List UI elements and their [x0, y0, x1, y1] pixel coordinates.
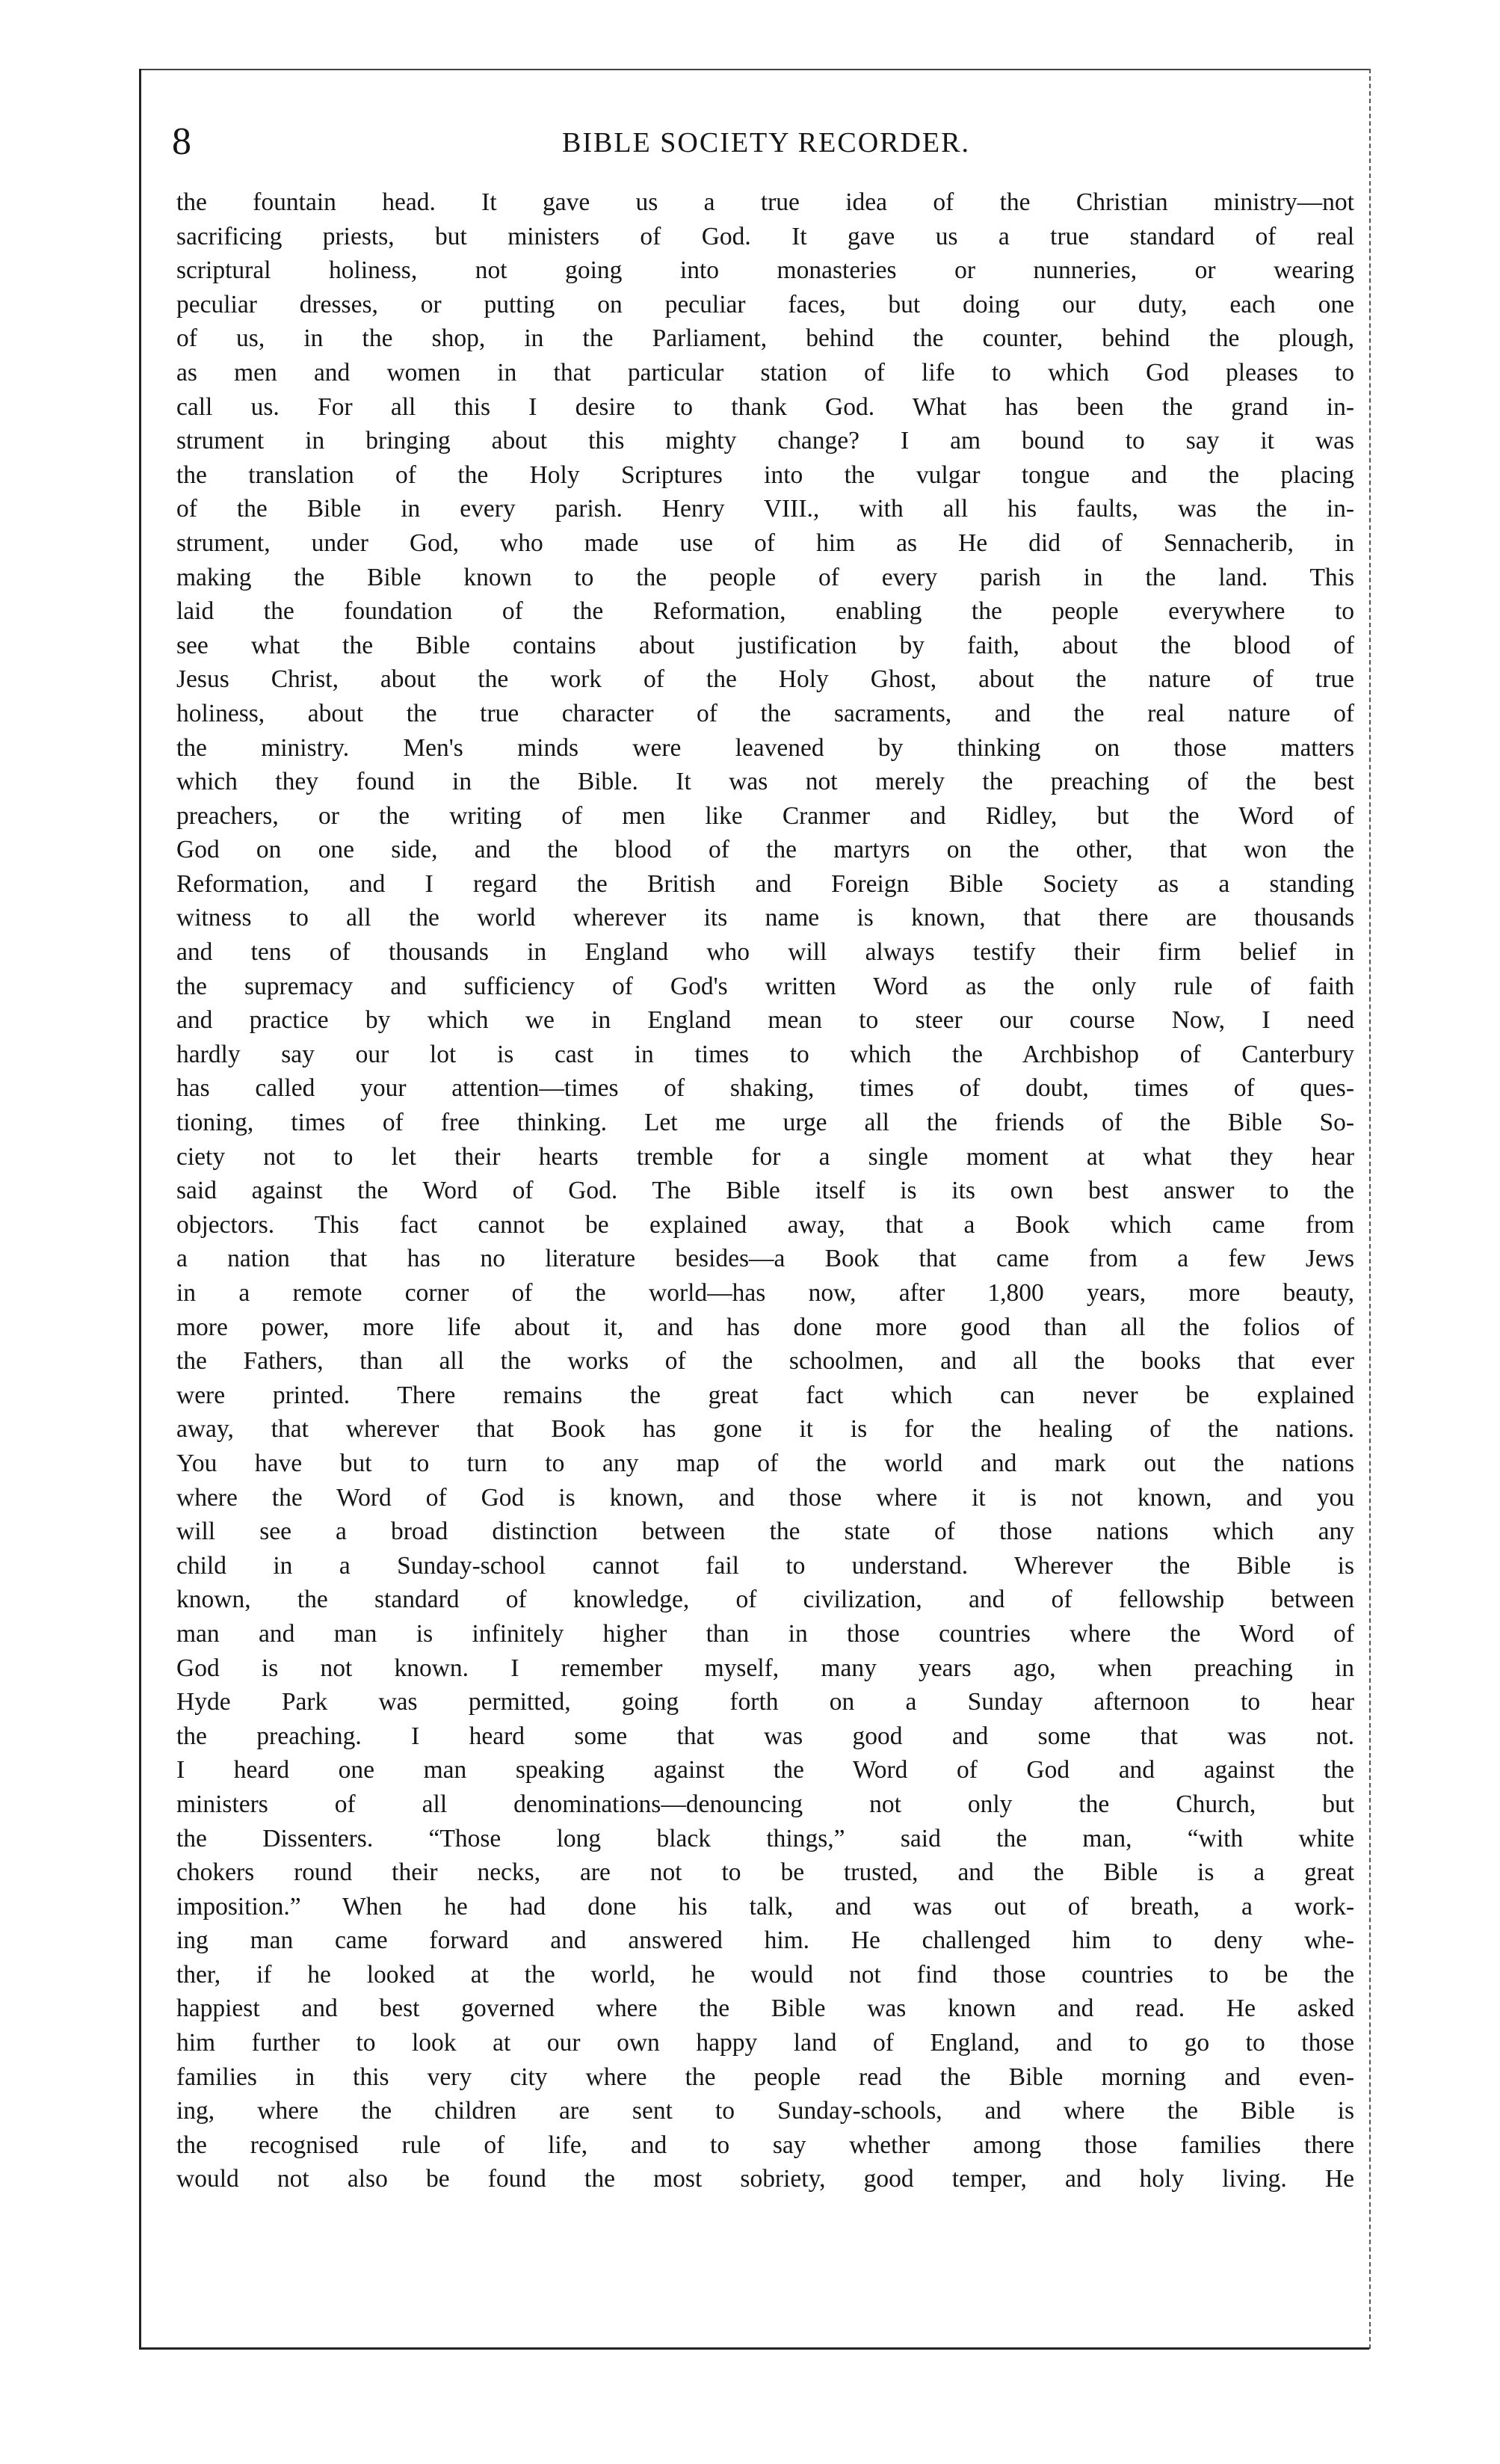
page-number: 8: [172, 120, 191, 163]
text-line: and tens of thousands in England who will always testify their firm belief in: [176, 938, 1354, 967]
text-line: him further to look at our own happy land of England, and to go to those: [176, 2029, 1354, 2057]
text-line: witness to all the world wherever its name is known, that there are thousands: [176, 904, 1354, 932]
text-line: will see a broad distinction between the state of those nations which any: [176, 1518, 1354, 1546]
text-line: strument in bringing about this mighty change? I am bound to say it was: [176, 427, 1354, 455]
text-line: would not also be found the most sobriety, good temper, and holy living. He: [176, 2165, 1354, 2193]
running-title: BIBLE SOCIETY RECORDER.: [562, 127, 970, 158]
text-line: the recognised rule of life, and to say whether among those families there: [176, 2131, 1354, 2159]
text-line: ing, where the children are sent to Sunday-schools, and where the Bible is: [176, 2097, 1354, 2125]
text-line: were printed. There remains the great fact which can never be explained: [176, 1381, 1354, 1409]
text-line: of us, in the shop, in the Parliament, behind the counter, behind the plough,: [176, 324, 1354, 353]
text-line: chokers round their necks, are not to be trusted, and the Bible is a great: [176, 1858, 1354, 1887]
text-line: known, the standard of knowledge, of civilization, and of fellowship between: [176, 1586, 1354, 1614]
text-line: scriptural holiness, not going into monasteries or nunneries, or wearing: [176, 256, 1354, 285]
page-frame-top-rule: [139, 69, 1369, 70]
text-line: a nation that has no literature besides—a Book that came from a few Jews: [176, 1245, 1354, 1273]
text-line: strument, under God, who made use of him as He did of Sennacherib, in: [176, 529, 1354, 557]
text-line: ciety not to let their hearts tremble for a single moment at what they hear: [176, 1142, 1354, 1171]
text-line: imposition.” When he had done his talk, and was out of breath, a work-: [176, 1892, 1354, 1921]
text-line: and practice by which we in England mean to steer our course Now, I need: [176, 1006, 1354, 1035]
text-line: laid the foundation of the Reformation, enabling the people everywhere to: [176, 597, 1354, 626]
text-line: hardly say our lot is cast in times to which the Archbishop of Canterbury: [176, 1040, 1354, 1068]
text-line: ther, if he looked at the world, he would not find those countries to be the: [176, 1960, 1354, 1989]
text-line: child in a Sunday-school cannot fail to understand. Wherever the Bible is: [176, 1551, 1354, 1580]
page-frame-left-rule: [139, 69, 141, 2349]
text-line: preachers, or the writing of men like Cranmer and Ridley, but the Word of: [176, 801, 1354, 830]
page-frame-bottom-rule: [139, 2347, 1369, 2350]
text-line: Reformation, and I regard the British and Foreign Bible Society as a standing: [176, 869, 1354, 898]
text-line: where the Word of God is known, and those where it is not known, and you: [176, 1483, 1354, 1512]
text-line: away, that wherever that Book has gone it is for the healing of the nations.: [176, 1415, 1354, 1444]
text-line: which they found in the Bible. It was not merely the preaching of the best: [176, 768, 1354, 796]
text-line: see what the Bible contains about justification by faith, about the blood of: [176, 631, 1354, 659]
text-line: Hyde Park was permitted, going forth on a Sunday afternoon to hear: [176, 1688, 1354, 1716]
text-line: the preaching. I heard some that was good and some that was not.: [176, 1722, 1354, 1750]
text-line: objectors. This fact cannot be explained away, that a Book which came from: [176, 1210, 1354, 1239]
text-line: the Fathers, than all the works of the schoolmen, and all the books that ever: [176, 1347, 1354, 1376]
text-line: said against the Word of God. The Bible itself is its own best answer to the: [176, 1177, 1354, 1205]
text-line: call us. For all this I desire to thank God. What has been the grand in-: [176, 392, 1354, 421]
text-line: the Dissenters. “Those long black things,” said the man, “with white: [176, 1824, 1354, 1852]
text-line: families in this very city where the people read the Bible morning and even-: [176, 2063, 1354, 2091]
page-header: [172, 120, 1360, 164]
text-line: ministers of all denominations—denouncing not only the Church, but: [176, 1790, 1354, 1818]
page-frame-right-rule: [1369, 69, 1371, 2349]
text-line: more power, more life about it, and has done more good than all the folios of: [176, 1313, 1354, 1341]
text-line: man and man is infinitely higher than in those countries where the Word of: [176, 1619, 1354, 1648]
text-line: God on one side, and the blood of the martyrs on the other, that won the: [176, 836, 1354, 864]
text-line: peculiar dresses, or putting on peculiar faces, but doing our duty, each one: [176, 290, 1354, 318]
text-line: the fountain head. It gave us a true idea of the Christian ministry—not: [176, 188, 1354, 216]
body-text: [176, 185, 1354, 2196]
text-line: Jesus Christ, about the work of the Holy Ghost, about the nature of true: [176, 665, 1354, 694]
text-line: God is not known. I remember myself, many years ago, when preaching in: [176, 1654, 1354, 1682]
text-line: happiest and best governed where the Bible was known and read. He asked: [176, 1995, 1354, 2023]
text-line: of the Bible in every parish. Henry VIII., with all his faults, was the in-: [176, 495, 1354, 523]
text-line: the ministry. Men's minds were leavened by thinking on those matters: [176, 733, 1354, 762]
text-line: in a remote corner of the world—has now, after 1,800 years, more beauty,: [176, 1279, 1354, 1307]
text-line: the supremacy and sufficiency of God's written Word as the only rule of faith: [176, 972, 1354, 1000]
text-line: making the Bible known to the people of every parish in the land. This: [176, 563, 1354, 591]
text-line: the translation of the Holy Scriptures into the vulgar tongue and the placing: [176, 461, 1354, 489]
text-line: holiness, about the true character of the sacraments, and the real nature of: [176, 699, 1354, 727]
text-line: ing man came forward and answered him. He challenged him to deny whe-: [176, 1926, 1354, 1955]
text-line: has called your attention—times of shaking, times of doubt, times of ques-: [176, 1074, 1354, 1103]
text-line: I heard one man speaking against the Word of God and against the: [176, 1756, 1354, 1784]
text-line: sacrificing priests, but ministers of God. It gave us a true standard of real: [176, 222, 1354, 250]
text-line: You have but to turn to any map of the world and mark out the nations: [176, 1449, 1354, 1477]
text-line: tioning, times of free thinking. Let me urge all the friends of the Bible So-: [176, 1109, 1354, 1137]
text-line: as men and women in that particular station of life to which God pleases to: [176, 358, 1354, 386]
